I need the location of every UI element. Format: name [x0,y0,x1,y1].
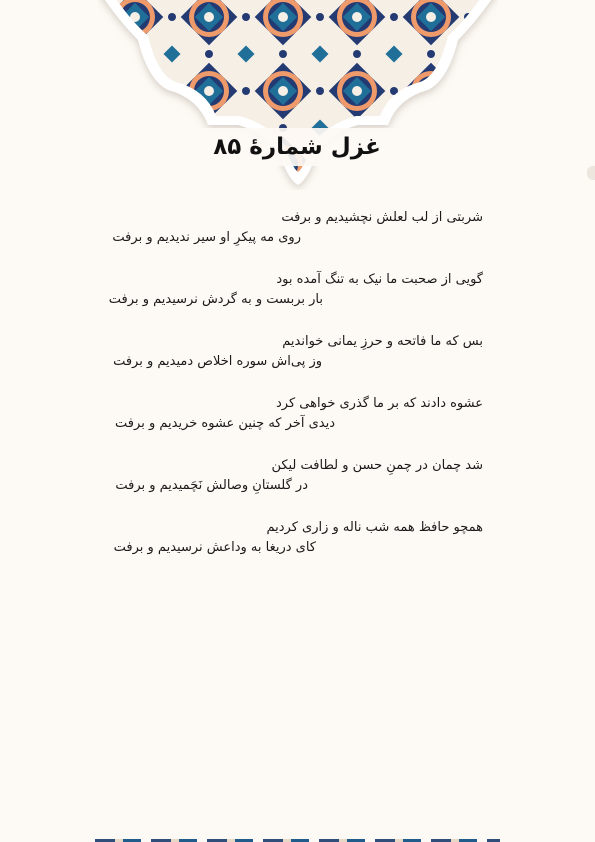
couplet [108,269,483,331]
hemistich-second: روی مه پیکرِ او سیر ندیدیم و برفت [112,230,301,245]
hemistich-second: بار بربست و به گردش نرسیدیم و برفت [108,292,323,307]
hemistich-second: وز پی‌اش سوره اخلاص دمیدیم و برفت [113,354,322,369]
couplet [113,517,483,579]
couplet [113,331,483,393]
hemistich-first: بس که ما فاتحه و حرزِ یمانی خواندیم [282,334,483,349]
hemistich-first: همچو حافظ همه شب ناله و زاری کردیم [266,520,483,535]
hemistich-first: گویی از صحبت ما نیک به تنگ آمده بود [276,272,483,287]
title-band [112,128,482,166]
hemistich-second: دیدی آخر که چنین عشوه خریدیم و برفت [115,416,335,431]
hemistich-first: شربتی از لب لعلش نچشیدیم و برفت [281,210,483,225]
couplet [113,207,483,269]
page-edge-tab [587,166,595,180]
page-title: غزل شمارهٔ ۸۵ [213,134,381,160]
poem [108,207,483,579]
hemistich-second: در گلستانِ وصالش نَچَمیدیم و برفت [115,478,308,493]
couplet [113,393,483,455]
couplet [113,455,483,517]
hemistich-first: عشوه دادند که بر ما گذری خواهی کرد [276,396,483,411]
hemistich-first: شد چمان در چمنِ حسن و لطافت لیکن [271,458,483,473]
hemistich-second: کای دریغا به وداعش نرسیدیم و برفت [113,540,316,555]
